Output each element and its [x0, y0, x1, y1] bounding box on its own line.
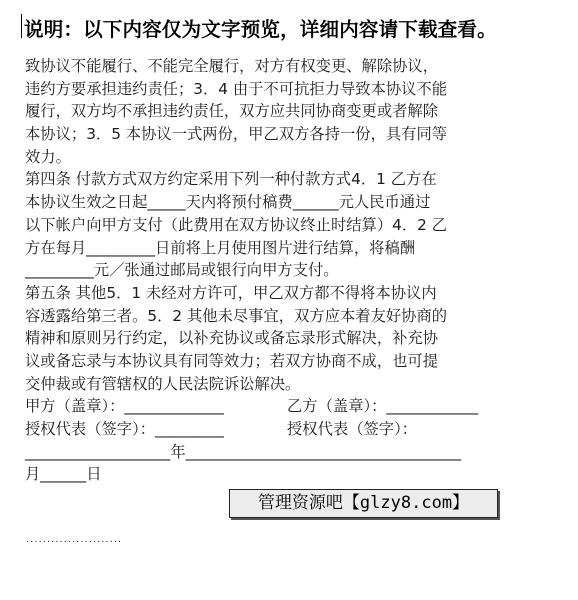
article-4-heading-line: 第四条 付款方式双方约定采用下列一种付款方式4．1 乙方在: [25, 170, 437, 189]
ellipsis-divider: ·······················: [26, 537, 123, 548]
representative-row: [25, 418, 565, 441]
text-line: 以下帐户向甲方支付（此费用在双方协议终止时结算）4．2 乙: [25, 215, 448, 234]
preview-notice: 说明：以下内容仅为文字预览，详细内容请下载查看。: [24, 18, 497, 41]
text-line: 本协议；3．5 本协议一式两份，甲乙双方各持一份，具有同等: [25, 125, 448, 144]
text-line: 致协议不能履行、不能完全履行，对方有权变更、解除协议，: [25, 57, 439, 75]
text-line: 议或备忘录与本协议具有同等效力；若双方协商不成，也可提: [25, 351, 439, 370]
party-b-representative: 授权代表（签字）：: [287, 420, 418, 438]
text-line: 交仲裁或有管辖权的人民法院诉讼解决。: [25, 374, 301, 393]
text-line: 履行，双方均不承担违约责任，双方应共同协商变更或者解除: [25, 102, 439, 121]
text-line: _________元／张通过邮局或银行向甲方支付。: [25, 261, 339, 280]
agreement-text: [25, 55, 565, 486]
text-line: 容透露给第三者。5．2 其他未尽事宜，双方应本着友好协商的: [25, 306, 448, 325]
text-cursor: [21, 14, 22, 38]
party-b-seal: 乙方（盖章）：____________: [287, 397, 479, 416]
site-watermark: 管理资源吧【glzy8.com】: [229, 489, 498, 518]
text-line: 精神和原则另行约定，以补充协议或备忘录形式解决，补充协: [25, 329, 439, 348]
date-line: ___________________年____________________________________: [25, 442, 461, 461]
party-a-seal: 甲方（盖章）：_____________: [25, 397, 224, 416]
seal-row: [25, 395, 565, 418]
article-5-heading-line: 第五条 其他5．1 未经对方许可，甲乙双方都不得将本协议内: [25, 283, 437, 302]
text-line: 违约方要承担违约责任；3．4 由于不可抗拒力导致本协议不能: [25, 79, 448, 98]
date-line-end: 月______日: [25, 465, 102, 484]
text-line: 方在每月_________日前将上月使用图片进行结算，将稿酬: [25, 238, 416, 257]
party-a-representative: 授权代表（签字）：_________: [25, 420, 224, 438]
text-line: 效力。: [25, 147, 71, 166]
text-line: 本协议生效之日起_____天内将预付稿费______元人民币通过: [25, 193, 431, 212]
